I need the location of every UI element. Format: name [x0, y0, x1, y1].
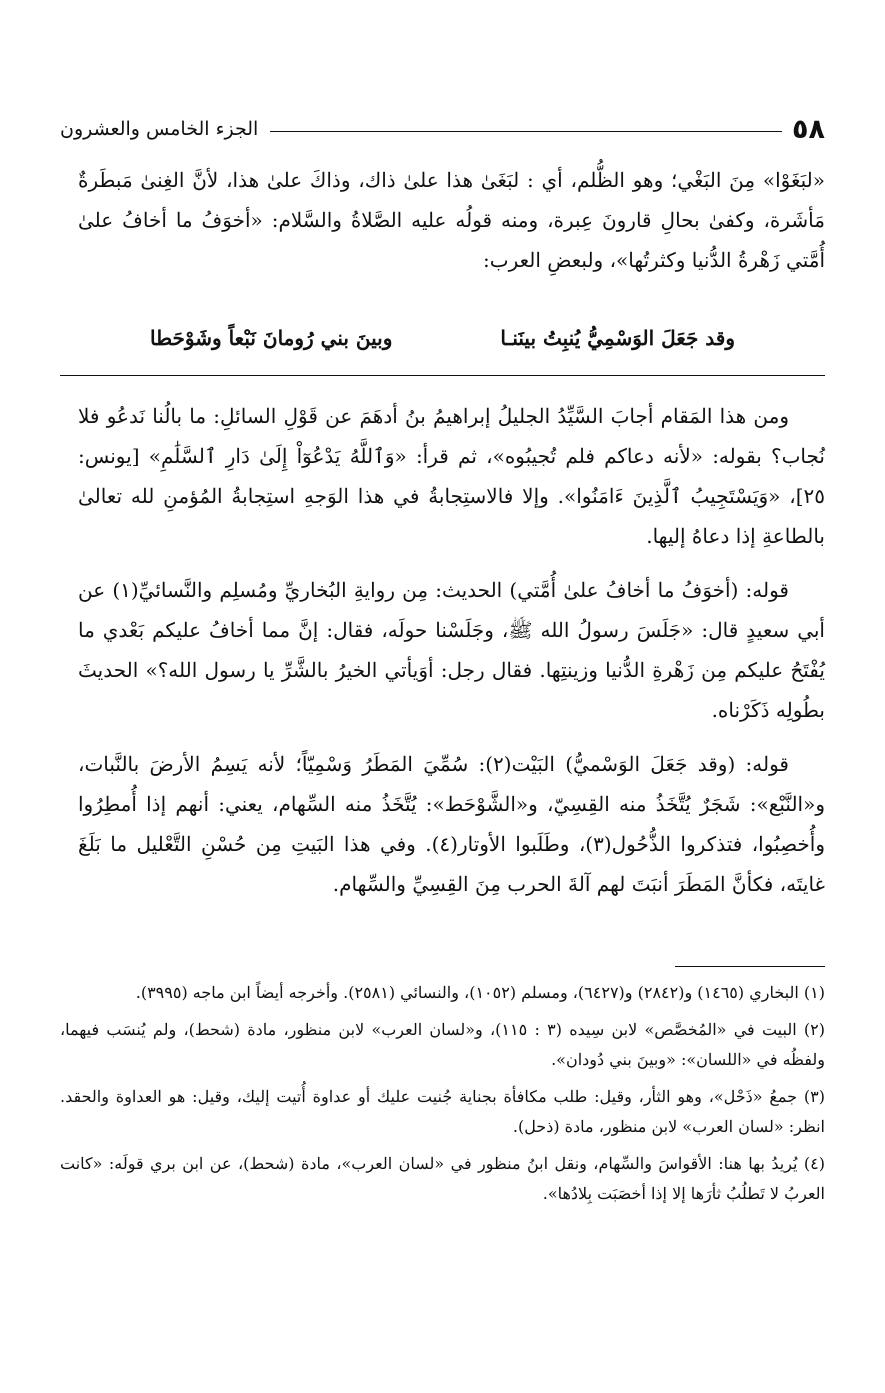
footnote-1: (١) البخاري (١٤٦٥) و(٢٨٤٢) و(٦٤٢٧)، ومسلم (١٠٥٢)، والنسائي (٢٥٨١). وأخرجه أيضاً ابن ماجه (٣٩٩٥).: [135, 983, 825, 1002]
header-rule: [270, 131, 782, 132]
verse-first-hemistich: وقد جَعَلَ الوَسْمِيُّ يُنبِتُ بينَنـا: [500, 326, 735, 350]
paragraph: ومن هذا المَقام أجابَ السَّيِّدُ الجليلُ إبراهيمُ بنُ أدهَمَ عن قَوْلِ السائلِ: ما بالُنا نَدعُو فلا نُجاب؟ بقوله: «لأنه دعاكم فلم تُجيبُوه»، ثم قرأ: «وَٱللَّهُ يَدْعُوٓاْ إِلَىٰ دَارِ ٱلسَّلَٰمِ» [يونس: ٢٥]، «وَيَسْتَجِيبُ ٱلَّذِينَ ءَامَنُوا». وإلا فالاستِجابةُ في هذا الوَجهِ استِجابةُ المُؤمنِ لله تعالىٰ بالطاعةِ إذا دعاهُ إليها.: [78, 404, 825, 548]
commentary-body: [78, 396, 825, 904]
verse-second-hemistich: وبينَ بني رُومانَ نَبْعاً وشَوْحَطا: [150, 326, 393, 350]
commentary-top: [78, 160, 825, 280]
page-header: [60, 112, 825, 146]
paragraph: قوله: (وقد جَعَلَ الوَسْميُّ) البَيْت(٢): سُمِّيَ المَطَرُ وَسْمِيّاً؛ لأنه يَسِمُ الأرضَ بالنَّبات، و«النَّبْع»: شَجَرٌ يُتَّخَذُ منه القِسِيّ، و«الشَّوْحَط»: يُتَّخَذُ منه السِّهام، يعني: أنهم إذا أُمطِرُوا وأُخصِبُوا، فتذكروا الذُّحُول(٣)، وطَلَبوا الأوتار(٤). وفي هذا البَيتِ مِن حُسْنِ التَّعْليل ما بَلَغَ غايتَه، فكأنَّ المَطَرَ أنبَتَ لهم آلةَ الحرب مِنَ القِسِيِّ والسِّهام.: [78, 752, 825, 896]
section-separator: [60, 375, 825, 376]
commentary-top-text: «لبَغَوْا» مِنَ البَغْي؛ وهو الظُّلم، أي : لبَغَىٰ هذا علىٰ ذاك، وذاكَ علىٰ هذا، لأنَّ الغِنىٰ مَبطَرةٌ مَأشَرة، وكفىٰ بحالِ قارونَ عِبرة، ومنه قولُه عليه الصَّلاةُ والسَّلام: «أخوَفُ ما أخافُ علىٰ أُمَّتي زَهْرةُ الدُّنيا وكثرتُها»، ولبعضِ العرب:: [78, 168, 825, 272]
footnote-separator: [675, 966, 825, 967]
footnotes: [60, 978, 825, 1216]
paragraph: قوله: (أخوَفُ ما أخافُ علىٰ أُمَّتي) الحديث: مِن روايةِ البُخاريِّ ومُسلِم والنَّسائيِّ(١) عن أبي سعيدٍ قال: «جَلَسَ رسولُ الله ﷺ، وجَلَسْنا حولَه، فقال: إنَّ مما أخافُ عليكم بَعْدي ما يُفْتَحُ عليكم مِن زَهْرةِ الدُّنيا وزينتِها. فقال رجل: أوَيأتي الخيرُ بالشَّرِّ يا رسول الله؟» الحديثَ بطُولِه ذَكَرْناه.: [78, 578, 825, 722]
footnote-2: (٢) البيت في «المُخصَّص» لابن سِيده (٣ : ١١٥)، و«لسان العرب» لابن منظور، مادة (شحط)، ولم يُنسَب فيهما، ولفظُه في «اللسان»: «وبينَ بني دُودان».: [60, 1020, 826, 1069]
poetry-verse: [150, 318, 735, 358]
page-number: ٥٨: [792, 113, 825, 145]
footnote-3: (٣) جمعُ «ذَحْل»، وهو الثأر، وقيل: طلب مكافأة بجناية جُنيت عليك أو عداوة أُتيت إليك، وقيل: هو العداوة والحقد. انظر: «لسان العرب» لابن منظور، مادة (ذحل).: [60, 1087, 825, 1136]
footnote-4: (٤) يُريدُ بها هنا: الأقواسَ والسِّهام، ونقل ابنُ منظور في «لسان العرب»، مادة (شحط)، عن ابن بري قولَه: «كانت العربُ لا تَطلُبُ ثأرَها إلا إذا أخصَبَت بِلادُها».: [60, 1154, 825, 1203]
running-title: الجزء الخامس والعشرون: [60, 118, 259, 140]
